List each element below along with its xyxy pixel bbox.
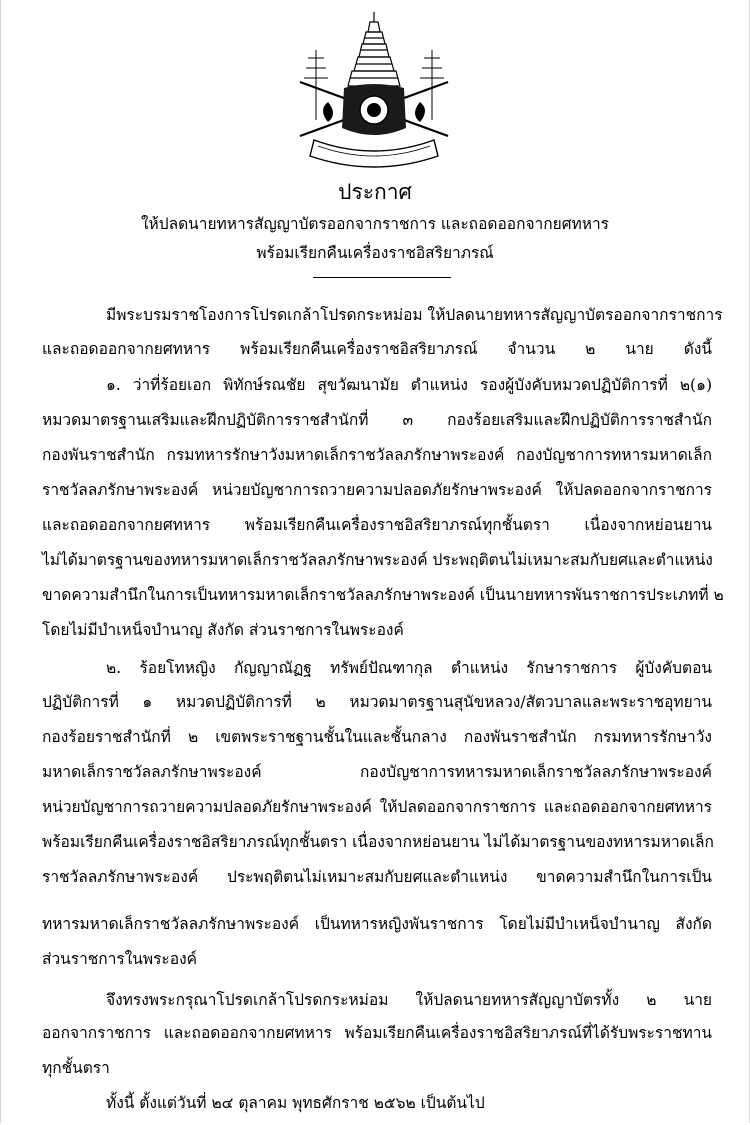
royal-emblem-icon (288, 10, 460, 170)
body-line: ทหารมหาดเล็กราชวัลลภรักษาพระองค์ เป็นทหารหญิงพันราชการ โดยไม่มีบำเหน็จบำนาญ สังกัด (42, 915, 712, 933)
body-line: ทุกชั้นตรา (42, 1059, 110, 1077)
body-line: ไม่ได้มาตรฐานของทหารมหาดเล็กราชวัลลภรักษาพระองค์ ประพฤติตนไม่เหมาะสมกับยศและตำแหน่ง (42, 551, 713, 569)
body-line: ออกจากราชการ และถอดออกจากยศทหาร พร้อมเรียกคืนเครื่องราชอิสริยาภรณ์ที่ได้รับพระราชทาน (42, 1024, 712, 1042)
body-line: พร้อมเรียกคืนเครื่องราชอิสริยาภรณ์ทุกชั้นตรา เนื่องจากหย่อนยาน ไม่ได้มาตรฐานของทหารมหาดเล็ก (42, 833, 714, 851)
announcement-subtitle-line-1: ให้ปลดนายทหารสัญญาบัตรออกจากราชการ และถอดออกจากยศทหาร (140, 215, 610, 233)
body-line: มีพระบรมราชโองการโปรดเกล้าโปรดกระหม่อม ให้ปลดนายทหารสัญญาบัตรออกจากราชการ (106, 306, 723, 324)
body-line: โดยไม่มีบำเหน็จบำนาญ สังกัด ส่วนราชการในพระองค์ (42, 621, 404, 639)
body-line: หมวดมาตรฐานเสริมและฝึกปฏิบัติการราชสำนักที่ ๓ กองร้อยเสริมและฝึกปฏิบัติการราชสำนัก (42, 411, 712, 429)
body-line: จึงทรงพระกรุณาโปรดเกล้าโปรดกระหม่อม ให้ปลดนายทหารสัญญาบัตรทั้ง ๒ นาย (106, 991, 712, 1009)
body-line: ขาดความสำนึกในการเป็นทหารมหาดเล็กราชวัลลภรักษาพระองค์ เป็นนายทหารพันราชการประเภทที่ ๒ (42, 586, 724, 604)
body-line: ราชวัลลภรักษาพระองค์ ประพฤติตนไม่เหมาะสมกับยศและตำแหน่ง ขาดความสำนึกในการเป็น (42, 868, 712, 886)
body-line: ๑. ว่าที่ร้อยเอก พิทักษ์รณชัย สุขวัฒนามัย ตำแหน่ง รองผู้บังคับหมวดปฏิบัติการที่ ๒(๑) (106, 376, 712, 394)
body-line: มหาดเล็กราชวัลลภรักษาพระองค์ กองบัญชาการทหารมหาดเล็กราชวัลลภรักษาพระองค์ (42, 763, 712, 781)
announcement-subtitle-line-2: พร้อมเรียกคืนเครื่องราชอิสริยาภรณ์ (256, 244, 494, 262)
announcement-title: ประกาศ (338, 180, 412, 204)
body-line: ปฏิบัติการที่ ๑ หมวดปฏิบัติการที่ ๒ หมวดมาตรฐานสุนัขหลวง/สัตวบาลและพระราชอุทยาน (42, 693, 712, 711)
body-line: หน่วยบัญชาการถวายความปลอดภัยรักษาพระองค์ ให้ปลดออกจากราชการ และถอดออกจากยศทหาร (42, 798, 712, 816)
title-divider (313, 277, 451, 278)
body-line: ทั้งนี้ ตั้งแต่วันที่ ๒๔ ตุลาคม พุทธศักราช ๒๕๖๒ เป็นต้นไป (106, 1094, 485, 1112)
body-line: กองร้อยราชสำนักที่ ๒ เขตพระราชฐานชั้นในและชั้นกลาง กองพันราชสำนัก กรมทหารรักษาวัง (42, 728, 712, 746)
body-line: ราชวัลลภรักษาพระองค์ หน่วยบัญชาการถวายความปลอดภัยรักษาพระองค์ ให้ปลดออกจากราชการ (42, 481, 712, 499)
body-line: และถอดออกจากยศทหาร พร้อมเรียกคืนเครื่องราชอิสริยาภรณ์ จำนวน ๒ นาย ดังนี้ (42, 340, 712, 358)
body-line: ส่วนราชการในพระองค์ (42, 950, 197, 968)
body-line: และถอดออกจากยศทหาร พร้อมเรียกคืนเครื่องราชอิสริยาภรณ์ทุกชั้นตรา เนื่องจากหย่อนยาน (42, 516, 712, 534)
body-line: กองพันราชสำนัก กรมทหารรักษาวังมหาดเล็กราชวัลลภรักษาพระองค์ กองบัญชาการทหารมหาดเล็ก (42, 446, 712, 464)
body-line: ๒. ร้อยโทหญิง กัญญาณัฏฐ ทรัพย์ปัณฑากุล ตำแหน่ง รักษาราชการ ผู้บังคับตอน (106, 659, 712, 677)
